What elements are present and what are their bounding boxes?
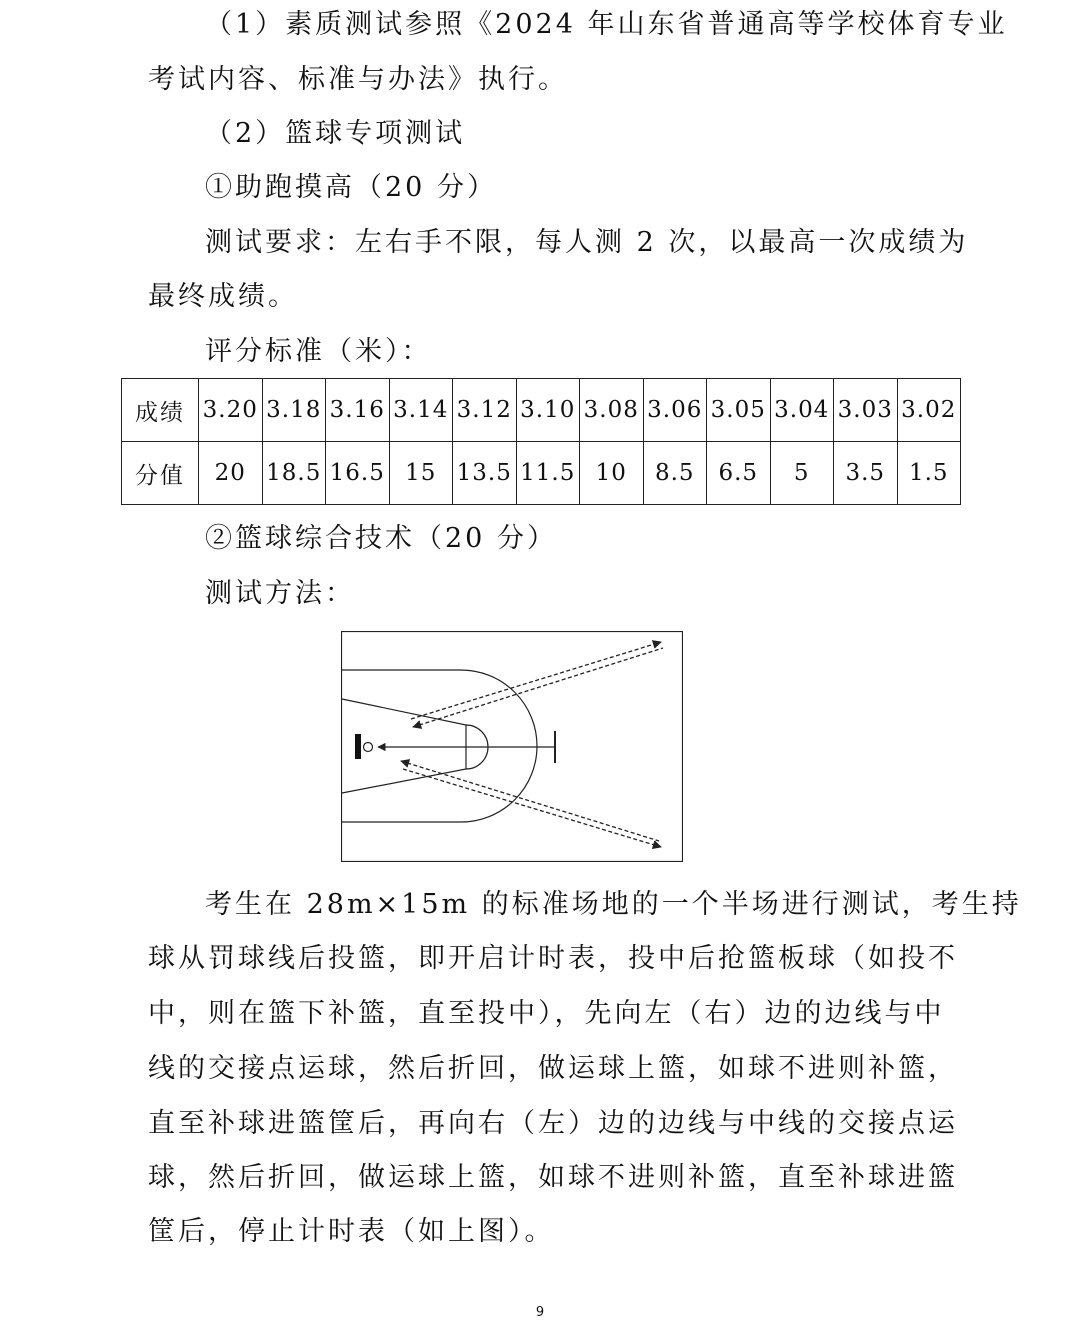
- desc-line-7: 筐后，停止计时表（如上图）。: [148, 1216, 555, 1247]
- desc-line-5: 直至补球进篮筐后，再向右（左）边的边线与中线的交接点运: [148, 1108, 958, 1139]
- table-row-points: [122, 442, 961, 505]
- heading-basketball-skills: ②篮球综合技术（20 分）: [205, 523, 557, 554]
- points-cell: 18.5: [262, 442, 326, 505]
- page-number: 9: [535, 1305, 545, 1320]
- points-cell: 11.5: [516, 442, 580, 505]
- points-cell: 16.5: [326, 442, 390, 505]
- result-cell: 3.10: [516, 379, 580, 442]
- result-cell: 3.16: [326, 379, 390, 442]
- hoop: [364, 743, 373, 752]
- points-cell: 15: [389, 442, 453, 505]
- heading-basketball-test: （2）篮球专项测试: [205, 118, 466, 149]
- half-court-diagram: [341, 631, 683, 862]
- desc-line-3: 中，则在篮下补篮，直至投中），先向左（右）边的边线与中: [148, 998, 945, 1029]
- points-cell: 6.5: [707, 442, 771, 505]
- result-cell: 3.04: [770, 379, 834, 442]
- desc-line-4: 线的交接点运球，然后折回，做运球上篮，如球不进则补篮，: [148, 1053, 958, 1084]
- label-scoring-standard: 评分标准（米）：: [205, 336, 432, 367]
- backboard: [355, 734, 361, 759]
- dribble-path-down-2: [403, 769, 661, 847]
- points-cell: 1.5: [897, 442, 961, 505]
- points-cell: 10: [580, 442, 644, 505]
- result-cell: 3.18: [262, 379, 326, 442]
- points-cell: 8.5: [643, 442, 707, 505]
- dribble-path-down-1: [401, 761, 659, 841]
- points-cell: 5: [770, 442, 834, 505]
- result-cell: 3.05: [707, 379, 771, 442]
- dribble-path-up-1: [411, 642, 661, 719]
- result-cell: 3.08: [580, 379, 644, 442]
- result-cell: 3.14: [389, 379, 453, 442]
- table-row-results: [122, 379, 961, 442]
- desc-line-1: 考生在 28m×15m 的标准场地的一个半场进行测试，考生持: [205, 889, 1022, 920]
- row-label-points: 分值: [122, 442, 199, 505]
- desc-line-6: 球，然后折回，做运球上篮，如球不进则补篮，直至补球进篮: [148, 1162, 958, 1193]
- desc-line-2: 球从罚球线后投篮，即开启计时表，投中后抢篮板球（如投不: [148, 943, 958, 974]
- heading-run-up-touch: ①助跑摸高（20 分）: [205, 172, 497, 203]
- result-cell: 3.02: [897, 379, 961, 442]
- points-cell: 13.5: [453, 442, 517, 505]
- result-cell: 3.20: [199, 379, 263, 442]
- result-cell: 3.12: [453, 379, 517, 442]
- row-label-results: 成绩: [122, 379, 199, 442]
- scoring-table: [121, 378, 961, 505]
- points-cell: 3.5: [834, 442, 898, 505]
- result-cell: 3.03: [834, 379, 898, 442]
- dribble-path-up-2: [413, 648, 663, 727]
- paragraph-quality-test-line2: 考试内容、标准与办法》执行。: [148, 64, 568, 95]
- paragraph-test-requirement-line2: 最终成绩。: [148, 281, 298, 312]
- points-cell: 20: [199, 442, 263, 505]
- three-point-line: [342, 670, 537, 822]
- result-cell: 3.06: [643, 379, 707, 442]
- paragraph-test-requirement-line1: 测试要求：左右手不限，每人测 2 次，以最高一次成绩为: [205, 227, 969, 258]
- paragraph-quality-test-line1: （1）素质测试参照《2024 年山东省普通高等学校体育专业: [205, 9, 1008, 40]
- label-test-method: 测试方法：: [205, 578, 355, 609]
